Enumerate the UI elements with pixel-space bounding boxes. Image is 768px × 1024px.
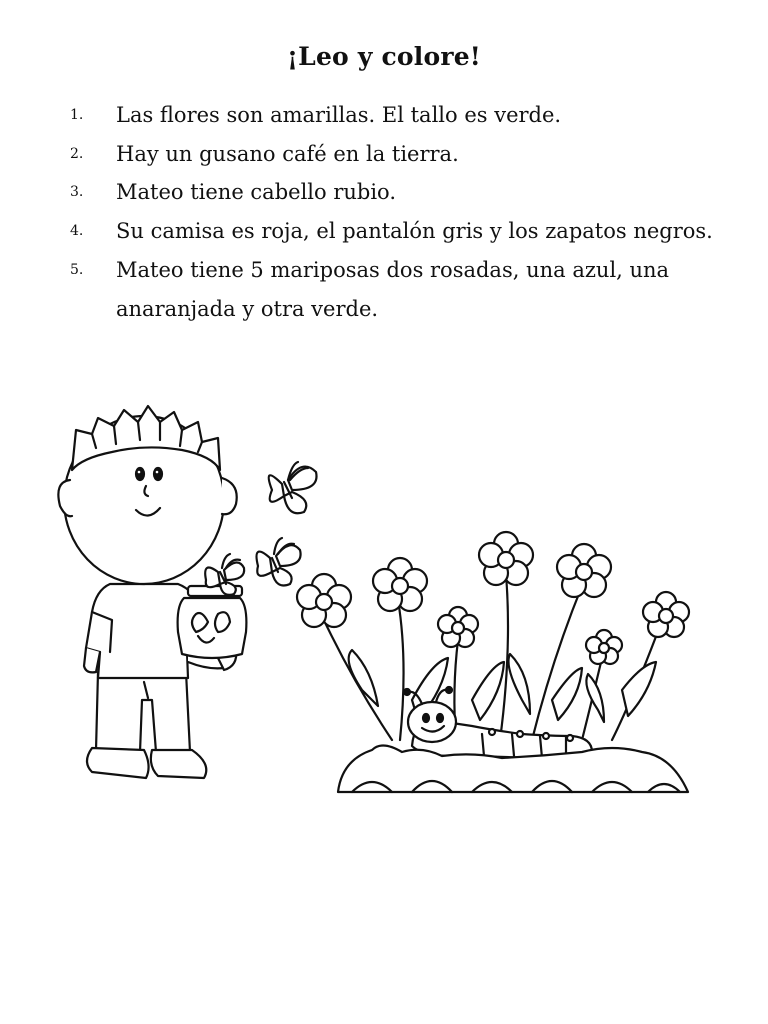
eye-left (136, 468, 144, 480)
list-item (70, 135, 720, 174)
list-item-text: Mateo tiene cabello rubio. (116, 180, 396, 205)
list-item-number: 2. (70, 145, 84, 162)
list-item-text: Las flores son amarillas. El tallo es verde. (116, 103, 562, 127)
list-item (70, 96, 720, 135)
list-item-number: 1. (70, 107, 84, 123)
list-item (70, 212, 720, 251)
flower-icon (438, 607, 478, 647)
list-item-number: 5. (70, 261, 84, 278)
flower-icon (373, 558, 427, 611)
flower-icon (479, 532, 533, 585)
list-item-number: 4. (70, 223, 84, 240)
flower-icon (557, 544, 611, 597)
list-item-text: Hay un gusano café en la tierra. (116, 141, 459, 166)
butterfly-icon (269, 462, 317, 513)
caterpillar-head (408, 702, 456, 742)
pants (96, 672, 190, 752)
list-item (70, 173, 720, 212)
flower-icon (586, 630, 622, 664)
shoe-right (151, 750, 206, 778)
flower-icon (297, 574, 351, 627)
coloring-illustration (52, 400, 708, 800)
eye-right (154, 468, 162, 480)
list-item (70, 251, 720, 328)
shoe-left (87, 748, 149, 778)
page-title: ¡Leo y colore! (287, 42, 481, 71)
butterfly-icon (257, 538, 301, 586)
arm-left (84, 648, 100, 672)
list-item-text: Mateo tiene 5 mariposas dos rosadas, una azul, una anaranjada y otra verde. (116, 257, 670, 321)
list-item-number: 3. (70, 184, 84, 201)
flower-icon (643, 592, 689, 637)
list-item-text: Su camisa es roja, el pantalón gris y los zapatos negros. (116, 219, 713, 244)
ear-left (58, 480, 72, 516)
ear-right (222, 478, 237, 514)
instruction-list (70, 96, 720, 328)
